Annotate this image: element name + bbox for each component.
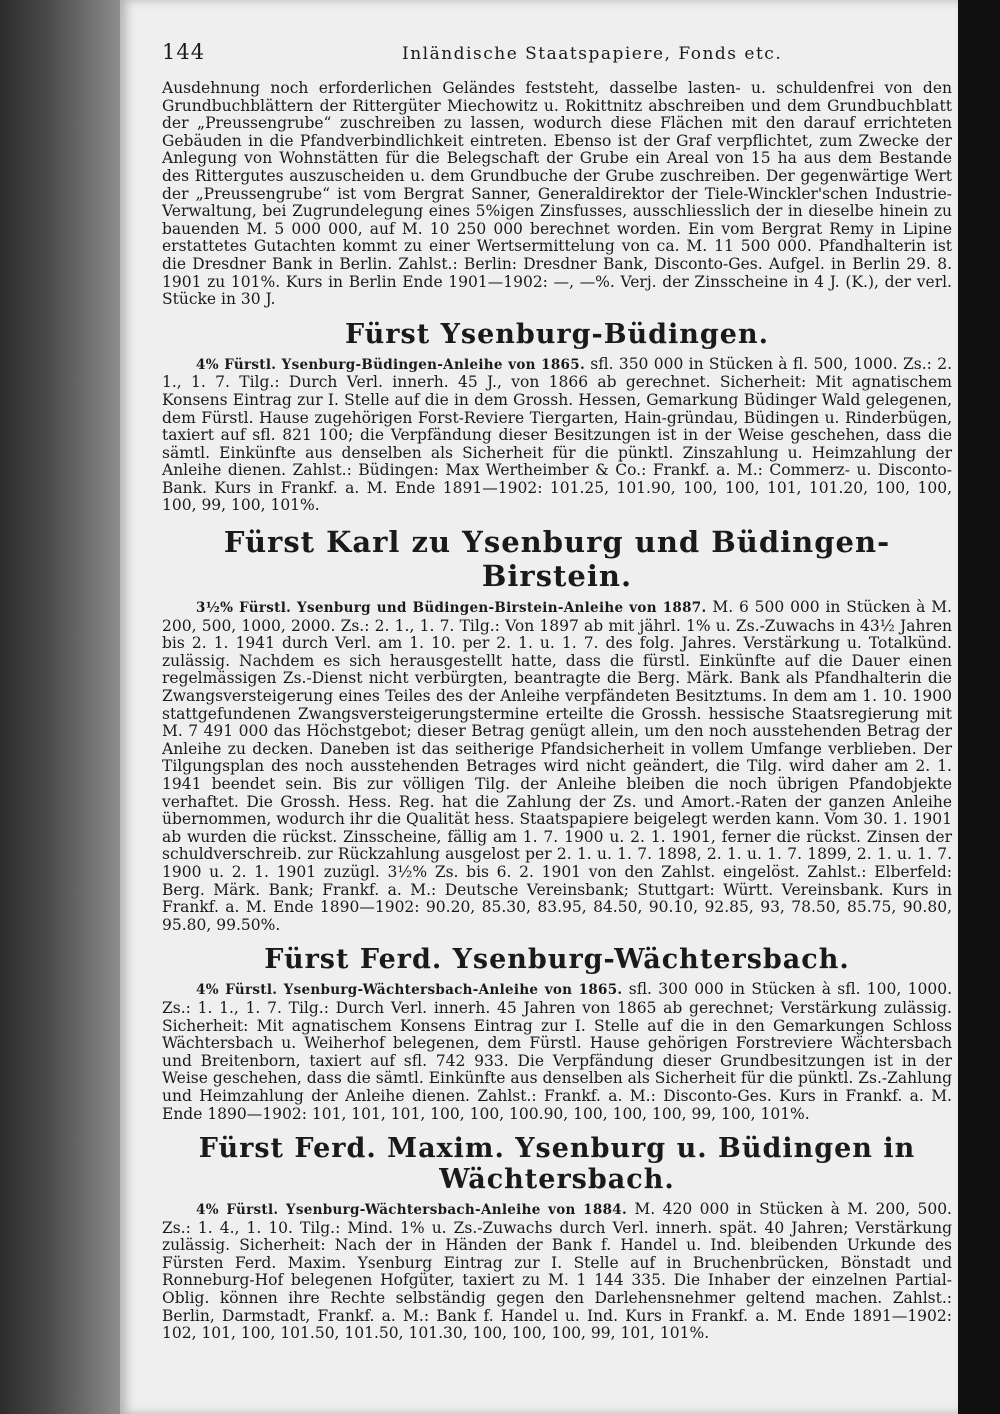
section-paragraph	[162, 981, 952, 1123]
scan-left-margin	[0, 0, 120, 1414]
loan-heading: 4% Fürstl. Ysenburg-Wächtersbach-Anleihe von 1884.	[196, 1202, 627, 1219]
loan-text: M. 420 000 in Stücken à M. 200, 500. Zs.: 1. 4., 1. 10. Tilg.: Mind. 1% u. Zs.-Zuwachs durch Verl. innerh. spät. 40 Jahren; Verstärkung zulässig. Sicherheit: Nach der in Händen der Bank f. Handel u. Ind. bleibenden Urkunde des Fürsten Ferd. Maxim. Ysenburg Eintrag zur I. Stelle auf in Bruchenbrücken, Bönstadt und Ronneburg-Hof belegenen Hofgüter, taxiert zu M. 1 144 335. Die Inhaber der einzelnen Partial-Oblig. können ihre Rechte selbständig gegen den Darlehensnehmer geltend machen. Zahlst.: Berlin, Darmstadt, Frankf. a. M.: Bank f. Handel u. Ind. Kurs in Frankf. a. M. Ende 1891—1902: 102, 101, 100, 101.50, 101.50, 101.30, 100, 100, 100, 99, 101, 101%.	[162, 1200, 952, 1343]
intro-paragraph: Ausdehnung noch erforderlichen Geländes feststeht, dasselbe lasten- u. schuldenfrei von den Grundbuchblättern der Rittergüter Miechowitz u. Rokittnitz abschreiben und dem Grundbuchblatt der „Preussengrube“ zuschreiben zu lassen, wodurch diese Flächen mit den darauf errichteten Gebäuden in die Pfandverbindlichkeit eintreten. Ebenso ist der Graf verpflichtet, zum Zwecke der Anlegung von Wohnstätten für die Belegschaft der Grube ein Areal von 15 ha aus dem Bestande des Rittergutes auszuscheiden u. dem Grundbuche der Grube zuschreiben. Der gegenwärtige Wert der „Preussengrube“ ist vom Bergrat Sanner, Generaldirektor der Tiele-Winckler'schen Industrie-Verwaltung, bei Zugrundelegung eines 5%igen Zinsfusses, ausschliesslich der in dieselbe hinein zu bauenden M. 5 000 000, auf M. 10 250 000 berechnet worden. Ein vom Bergrat Remy in Lipine erstattetes Gutachten kommt zu einer Wertsermittelung von ca. M. 11 500 000. Pfandhalterin ist die Dresdner Bank in Berlin. Zahlst.: Berlin: Dresdner Bank, Disconto-Ges. Aufgel. in Berlin 29. 8. 1901 zu 101%. Kurs in Berlin Ende 1901—1902: —, —%. Verj. der Zinsscheine in 4 J. (K.), der verl. Stücke in 30 J.	[162, 79, 952, 309]
section-title: Fürst Karl zu Ysenburg und Büdingen-Birstein.	[223, 525, 891, 594]
page-header	[162, 40, 952, 80]
running-title: Inländische Staatspapiere, Fonds etc.	[402, 44, 783, 64]
section-title: Fürst Ferd. Ysenburg-Wächtersbach.	[264, 944, 850, 976]
section-ysenburg-waechtersbach	[162, 944, 952, 1123]
section-maxim-ysenburg	[162, 1133, 952, 1343]
loan-heading: 3½% Fürstl. Ysenburg und Büdingen-Birstein-Anleihe von 1887.	[196, 600, 707, 617]
scan-right-margin	[958, 0, 1000, 1414]
section-title: Fürst Ferd. Maxim. Ysenburg u. Büdingen in Wächtersbach.	[198, 1133, 916, 1196]
section-ysenburg-buedingen	[162, 319, 952, 515]
loan-text: M. 6 500 000 in Stücken à M. 200, 500, 1000, 2000. Zs.: 2. 1., 1. 7. Tilg.: Von 1897 ab mit jährl. 1% u. Zs.-Zuwachs in 43½ Jahren bis 2. 1. 1941 durch Verl. am 1. 10. per 2. 1. u. 1. 7. des folg. Jahres. Verstärkung u. Totalkünd. zulässig. Nachdem es sich herausgestellt hatte, dass die fürstl. Einkünfte auf die Dauer einen regelmässigen Zs.-Dienst nicht verbürgten, beantragte die Berg. Märk. Bank als Pfandhalterin die Zwangsversteigerung eines Teiles des der Anleihe verpfändeten Besitztums. In dem am 1. 10. 1900 stattgefundenen Zwangsversteigerungstermine erteilte die Grossh. hessische Staatsregierung mit M. 7 491 000 das Höchstgebot; dieser Betrag genügt allein, um den noch ausstehenden Betrag der Anleihe zu decken. Daneben ist das seitherige Pfandsicherheit in vollem Umfange verblieben. Der Tilgungsplan des noch ausstehenden Betrages wird nicht geändert, die Tilg. wird daher am 2. 1. 1941 beendet sein. Bis zur völligen Tilg. der Anleihe bleiben die noch übrigen Pfandobjekte verhaftet. Die Grossh. Hess. Reg. hat die Zahlung der Zs. und Amort.-Raten der ganzen Anleihe übernommen, wodurch ihr die Qualität hess. Staatspapiere beigelegt werden kann. Vom 30. 1. 1901 ab wurden die rückst. Zinsscheine, fällig am 1. 7. 1900 u. 2. 1. 1901, ferner die rückst. Zinsen der schuldverschreib. zur Rückzahlung ausgelost per 2. 1. u. 1. 7. 1898, 2. 1. u. 1. 7. 1899, 2. 1. u. 1. 7. 1900 u. 2. 1. 1901 zuzügl. 3½% Zs. bis 6. 2. 1901 von den Zahlst. eingelöst. Zahlst.: Elberfeld: Berg. Märk. Bank; Frankf. a. M.: Deutsche Vereinsbank; Stuttgart: Württ. Vereinsbank. Kurs in Frankf. a. M. Ende 1890—1902: 90.20, 85.30, 83.95, 84.50, 90.10, 92.85, 93, 78.50, 85.75, 90.80, 95.80, 99.50%.	[162, 598, 952, 934]
page-number: 144	[162, 40, 206, 64]
section-paragraph	[162, 356, 952, 515]
loan-text: sfl. 300 000 in Stücken à sfl. 100, 1000. Zs.: 1. 1., 1. 7. Tilg.: Durch Verl. innerh. 45 Jahren von 1865 ab gerechnet; Verstärkung zulässig. Sicherheit: Mit agnatischem Konsens Eintrag zur I. Stelle auf die in den Gemarkungen Schloss Wächtersbach u. Weiherhof belegenen, dem Fürstl. Hause gehörigen Forstreviere Wächtersbach und Breitenborn, taxiert auf sfl. 742 933. Die Verpfändung dieser Grundbesitzungen ist in der Weise geschehen, dass die sämtl. Einkünfte aus denselben als Sicherheit für die pünktl. Zs.-Zahlung und Heimzahlung der Anleihe dienen. Zahlst.: Frankf. a. M.: Disconto-Ges. Kurs in Frankf. a. M. Ende 1890—1902: 101, 101, 101, 100, 100, 100.90, 100, 100, 100, 99, 100, 101%.	[162, 980, 953, 1123]
section-title: Fürst Ysenburg-Büdingen.	[344, 318, 770, 350]
document-page	[120, 0, 958, 1414]
page-content	[162, 40, 952, 1347]
section-paragraph	[162, 599, 952, 934]
loan-heading: 4% Fürstl. Ysenburg-Büdingen-Anleihe von 1865.	[196, 356, 585, 373]
section-ysenburg-birstein	[162, 525, 952, 934]
loan-heading: 4% Fürstl. Ysenburg-Wächtersbach-Anleihe von 1865.	[196, 982, 623, 999]
section-paragraph	[162, 1201, 952, 1343]
loan-text: sfl. 350 000 in Stücken à fl. 500, 1000. Zs.: 2. 1., 1. 7. Tilg.: Durch Verl. innerh. 45 J., von 1866 ab gerechnet. Sicherheit: Mit agnatischem Konsens Eintrag zur I. Stelle auf die in dem Grossh. Hessen, Gemarkung Büdinger Wald gelegenen, dem Fürstl. Hause zugehörigen Forst-Reviere Tiergarten, Hain-gründau, Büdingen u. Rinderbügen, taxiert auf sfl. 821 100; die Verpfändung dieser Besitzungen ist in der Weise geschehen, dass die sämtl. Einkünfte aus denselben als Sicherheit für die pünktl. Zinszahlung u. Heimzahlung der Anleihe dienen. Zahlst.: Büdingen: Max Wertheimber & Co.: Frankf. a. M.: Commerz- u. Disconto-Bank. Kurs in Frankf. a. M. Ende 1891—1902: 101.25, 101.90, 100, 100, 101, 101.20, 100, 100, 100, 99, 100, 101%.	[162, 354, 952, 515]
